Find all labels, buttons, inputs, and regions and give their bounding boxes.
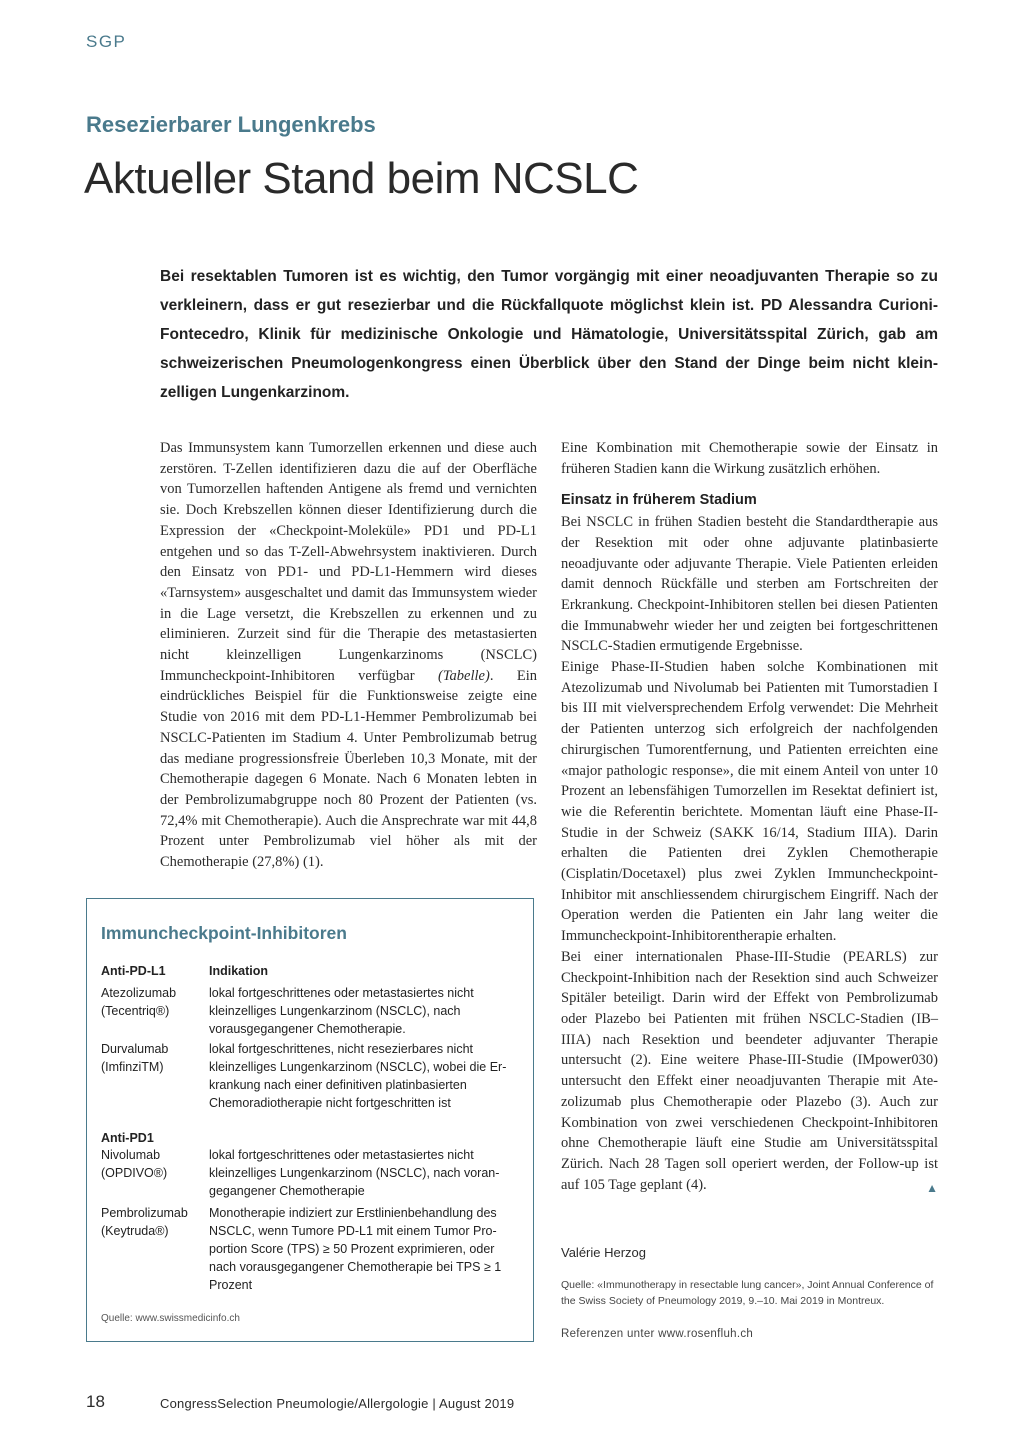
table-group-header: Anti-PD1 xyxy=(101,1131,154,1145)
body-column-left xyxy=(160,438,537,873)
table-indication: lokal fortgeschrittenes oder metastasiertes nicht kleinzelliges Lungenkarzinom (NSCLC), nach vorangegangener Chemotherapie xyxy=(209,1148,500,1198)
section-tag: SGP xyxy=(86,32,127,51)
body-paragraph xyxy=(561,947,938,1195)
table-source: Quelle: www.swissmedicinfo.ch xyxy=(101,1313,240,1324)
body-text: Das Immunsystem kann Tumorzellen erkennen und diese auch zerstören. T-Zellen identifizieren dazu die auf der Oberfläche von Tumorzellen haftenden Antigene als fremd und vernichten sie. Doch Krebszellen können dieser Identifizierung durch die Expression der «Checkpoint-Moleküle» PD1 und PD-L1 entgehen und so das T-Zell-Abwehrsystem inaktivieren. Durch den Einsatz von PD1- und PD-L1-Hemmern wird dieses «Tarnsystem» ausgeschaltet und damit das Immunsystem wieder in die Lage versetzt, die Krebszellen zu erkennen und zu eliminieren. Zurzeit sind für die Therapie des metastasierten nicht kleinzelligen Lungenkarzinoms (NSCLC) Immuncheckpoint-Inhibitoren verfügbar xyxy=(160,440,537,684)
table-column-header: Indikation xyxy=(209,964,269,978)
section-subhead: Einsatz in früherem Stadium xyxy=(561,492,757,509)
article-lead: Bei resektablen Tumoren ist es wichtig, den Tumor vorgängig mit einer neoadjuvanten Therapie so zu verkleinern, dass er gut resezierbar und die Rückfallquote möglichst klein ist. PD Alessandra Curioni-Fontecedro, Klinik für medizinische Onkologie und Hämatologie, Universitätsspital Zürich, gab am schweizerischen Pneumologenkongress einen Überblick über den Stand der Dinge beim nicht kleinzelligen Lungenkarzinom. xyxy=(160,268,938,401)
table-title: Immuncheckpoint-Inhibitoren xyxy=(101,923,347,943)
article-kicker: Resezierbarer Lungenkrebs xyxy=(86,112,376,137)
body-paragraph xyxy=(160,438,537,873)
end-mark-icon: ▲ xyxy=(926,1180,938,1195)
journal-footer: CongressSelection Pneumologie/Allergologie | August 2019 xyxy=(160,1396,515,1411)
table-indication: lokal fortgeschrittenes oder metastasiertes nicht kleinzelliges Lungenkarzinom (NSCLC), nach vorausgegangener Chemotherapie. xyxy=(209,986,474,1036)
body-text: Bei einer internationalen Phase-III-Studie (PEARLS) zur Checkpoint-Inhibition nach der Resektion sind auch Schweizer Spitäler beteiligt. Darin wird der Effekt von Pembrolizumab oder Plazebo bei Patienten mit frühen NSCLC-Stadien (IB–IIIA) nach Resektion und beendeter adjuvanter Therapie untersucht (2). Eine weitere Phase-III-Studie (IMpower030) untersucht den Effekt einer neoadjuvanten Therapie mit Atezolizumab plus Chemotherapie oder Plazebo (3). Auch zur Kombination von zwei verschiedenen Checkpoint-Inhibitoren ohne Chemotherapie läuft eine Studie am Universitätsspital Zürich. Nach 28 Tagen soll operiert werden, der Follow-up ist auf 105 Tage geplant (4). xyxy=(561,948,938,1193)
body-text: . Ein eindrückliches Beispiel für die Funktionsweise zeigte eine Studie von 2016 mit dem PD-L1-Hemmer Pembrolizumab bei NSCLC-Patienten im Stadium 4. Unter Pembrolizumab betrug das mediane progressionsfreie Überleben 10,3 Monate, mit der Chemotherapie dagegen 6 Monate. Nach 6 Monaten lebten in der Pembrolizumabgruppe noch 80 Prozent der Patienten (vs. 72,4% mit Chemotherapie). Auch die Ansprechrate war mit 44,8 Prozent unter Pembrolizumab viel höher als mit der Chemotherapie (27,8%) (1). xyxy=(160,667,538,871)
table-reference: (Tabelle) xyxy=(437,667,490,684)
body-paragraph: Eine Kombination mit Chemotherapie sowie der Einsatz in früheren Stadien kann die Wirkung zusätzlich erhöhen. xyxy=(561,440,938,477)
table-indication: Monotherapie indiziert zur Erstlinienbehandlung des NSCLC, wenn Tumore PD-L1 mit einem Tumor Proportion Score (TPS) ≥ 50 Prozent exprimieren, oder nach vorausgegangener Chemotherapie bei TPS ≥ 1 Prozent xyxy=(209,1206,502,1292)
references-note: Referenzen unter www.rosenfluh.ch xyxy=(561,1328,754,1340)
table-group-header: Anti-PD-L1 xyxy=(101,964,166,978)
body-column-right xyxy=(561,438,938,1198)
table-drug-name: Nivolumab (OPDIVO®) xyxy=(101,1148,168,1180)
page-number: 18 xyxy=(86,1392,105,1411)
table-drug-name: Atezolizumab (Tecentriq®) xyxy=(101,986,177,1018)
author-name: Valérie Herzog xyxy=(561,1245,647,1260)
body-paragraph: Einige Phase-II-Studien haben solche Kombinationen mit Atezolizumab und Nivolumab bei Patienten mit Tumorstadien I bis III mit vielversprechendem Erfolg verwendet: Die Mehrheit der Patienten unterzog sich erfolgreich der nachfolgenden chirurgischen Tumorentfernung, und Patienten erreichten eine «major pathologic response», die mit einem Anteil von unter 10 Prozent an lebensfähigen Tumorzellen im Resektat definiert ist, wie die Referentin berichtete. Momentan läuft eine Phase-II-Studie in der Schweiz (SAKK 16/14, Stadium IIIA). Darin erhalten die Patienten drei Zyklen Chemotherapie (Cisplatin/Docetaxel) plus zwei Zyklen Immuncheckpoint-Inhibitor mit anschliessendem chirurgischem Eingriff. Nach der Operation werden die Patienten ein Jahr lang weiter die Immuncheckpoint-Inhibitorentherapie erhalten. xyxy=(561,659,938,945)
article-headline: Aktueller Stand beim NCSLC xyxy=(84,154,639,203)
body-paragraph: Bei NSCLC in frühen Stadien besteht die Standardtherapie aus der Resektion mit oder ohne adjuvante platinbasierte neoadjuvante oder adjuvante Therapie. Viele Patienten erleiden damit dennoch Rückfälle und sterben am Fortschreiten der Erkrankung. Checkpoint-Inhibitoren stellen bei diesen Patienten die Immunabwehr wieder her und zeigten bei fortgeschrittenen NSCLC-Stadien ermutigende Ergebnisse. xyxy=(561,514,938,655)
table-drug-name: Pembrolizumab (Keytruda®) xyxy=(101,1206,188,1238)
table-indication: lokal fortgeschrittenes, nicht resezierbares nicht kleinzelliges Lungenkarzinom (NSCLC), wobei die Erkrankung nach einer definitiven platinbasierten Chemoradiotherapie nicht fortgeschritten ist xyxy=(209,1042,507,1110)
source-note: Quelle: «Immunotherapy in resectable lung cancer», Joint Annual Conference of the Swiss Society of Pneumology 2019, 9.–10. Mai 2019 in Montreux. xyxy=(561,1279,934,1307)
table-drug-name: Durvalumab (ImfinziTM) xyxy=(101,1042,169,1074)
